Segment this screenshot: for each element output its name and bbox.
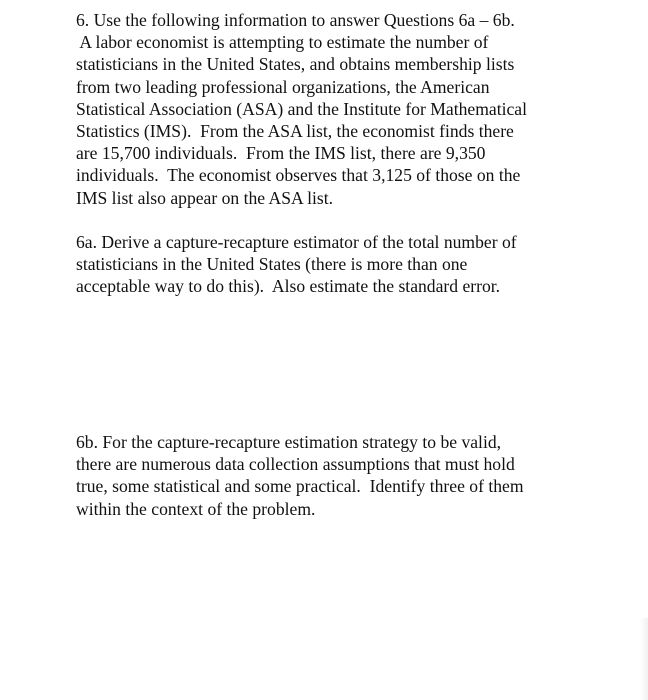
question-6-intro bbox=[76, 9, 576, 209]
question-6-line: are 15,700 individuals. From the IMS list, there are 9,350 bbox=[76, 143, 486, 164]
question-6-line: statisticians in the United States, and obtains membership lists bbox=[76, 54, 515, 75]
question-6b bbox=[76, 431, 576, 520]
question-6-line: from two leading professional organizations, the American bbox=[76, 76, 490, 97]
question-6a-line: 6a. Derive a capture-recapture estimator of the total number of bbox=[76, 232, 517, 252]
question-6-line: IMS list also appear on the ASA list. bbox=[76, 187, 334, 208]
question-6b-line: true, some statistical and some practical. Identify three of them bbox=[76, 476, 524, 497]
question-6b-line: there are numerous data collection assumptions that must hold bbox=[76, 454, 515, 475]
question-6b-line: within the context of the problem. bbox=[76, 498, 316, 519]
question-6-line: individuals. The economist observes that 3,125 of those on the bbox=[76, 165, 521, 186]
question-6-line: A labor economist is attempting to estimate the number of bbox=[76, 32, 489, 53]
question-6a-line: statisticians in the United States (there is more than one bbox=[76, 254, 468, 275]
question-6-line: Statistical Association (ASA) and the Institute for Mathematical bbox=[76, 98, 527, 119]
question-6b-line: 6b. For the capture-recapture estimation strategy to be valid, bbox=[76, 432, 502, 452]
question-6a-line: acceptable way to do this). Also estimate the standard error. bbox=[76, 276, 501, 297]
question-6a bbox=[76, 231, 576, 298]
page-edge-shadow bbox=[640, 618, 648, 700]
question-6-line: Statistics (IMS). From the ASA list, the economist finds there bbox=[76, 121, 514, 142]
question-6-line: 6. Use the following information to answer Questions 6a – 6b. bbox=[76, 10, 515, 30]
